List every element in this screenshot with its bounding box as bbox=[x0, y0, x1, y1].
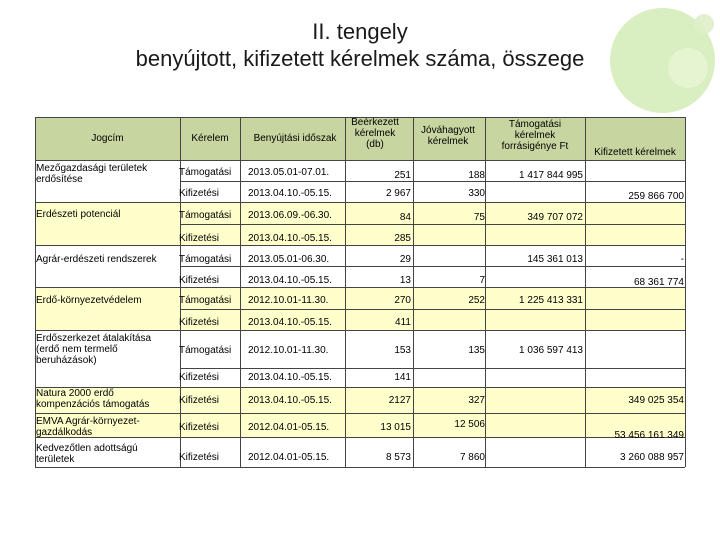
cell-jogcim bbox=[36, 295, 142, 306]
cell-beerkezett: 285 bbox=[394, 233, 411, 244]
cell-kifizetett: 3 260 088 957 bbox=[620, 452, 684, 463]
cell-beerkezett: 270 bbox=[394, 295, 411, 306]
grid-line bbox=[35, 245, 685, 246]
grid-line bbox=[240, 117, 241, 467]
cell-jogcim-line: (erdő nem termelő bbox=[36, 344, 118, 355]
grid-line bbox=[685, 117, 686, 467]
cell-jovahagyott: 252 bbox=[468, 295, 485, 306]
header-tamogatasi bbox=[486, 119, 584, 152]
cell-jogcim bbox=[36, 163, 147, 185]
cell-jogcim-line: beruházások) bbox=[36, 355, 97, 366]
grid-line bbox=[180, 224, 685, 225]
cell-idoszak: 2012.10.01-11.30. bbox=[248, 295, 329, 306]
cell-beerkezett: 13 015 bbox=[380, 422, 411, 433]
cell-jogcim-line: gazdálkodás bbox=[36, 427, 93, 438]
header-jogcim: Jogcím bbox=[91, 133, 124, 144]
cell-beerkezett: 13 bbox=[399, 275, 411, 286]
cell-kerelem: Kifizetési bbox=[179, 372, 220, 383]
cell-idoszak: 2013.04.10.-05.15. bbox=[248, 372, 332, 383]
cell-jovahagyott: 7 bbox=[479, 275, 485, 286]
grid-line bbox=[35, 202, 685, 203]
grid-line bbox=[35, 160, 685, 161]
cell-beerkezett: 153 bbox=[394, 345, 411, 356]
cell-jovahagyott: 75 bbox=[473, 212, 485, 223]
cell-idoszak: 2013.05.01-06.30. bbox=[248, 254, 330, 265]
header-tamogatasi-line1: Támogatási bbox=[508, 119, 562, 130]
data-table bbox=[35, 117, 685, 467]
cell-jovahagyott: 330 bbox=[468, 188, 485, 199]
grid-line bbox=[180, 181, 685, 182]
header-kifizetett: Kifizetett kérelmek bbox=[594, 147, 676, 158]
header-jovahagyott-line1: Jóváhagyott bbox=[421, 125, 475, 136]
cell-forrasigeny: 1 036 597 413 bbox=[519, 345, 583, 356]
cell-kifizetett: 349 025 354 bbox=[628, 395, 684, 406]
cell-kerelem: Kifizetési bbox=[179, 275, 220, 286]
cell-jogcim-line: területek bbox=[36, 454, 75, 465]
grid-line bbox=[35, 413, 685, 414]
cell-jogcim-line: kompenzációs támogatás bbox=[36, 399, 150, 410]
header-tamogatasi-line3: forrásigénye Ft bbox=[501, 141, 569, 152]
cell-idoszak: 2012.04.01-05.15. bbox=[248, 422, 330, 433]
cell-idoszak: 2013.04.10.-05.15. bbox=[248, 188, 332, 199]
cell-beerkezett: 8 573 bbox=[385, 452, 411, 463]
header-beerkezett-line2: kérelmek bbox=[354, 128, 396, 139]
cell-beerkezett: 84 bbox=[399, 212, 411, 223]
grid-line bbox=[180, 309, 685, 310]
cell-jovahagyott: 7 860 bbox=[459, 452, 485, 463]
cell-jogcim bbox=[36, 443, 138, 465]
cell-kerelem: Támogatási bbox=[179, 345, 232, 356]
cell-kerelem: Támogatási bbox=[179, 167, 232, 178]
cell-kerelem: Kifizetési bbox=[179, 452, 220, 463]
cell-idoszak: 2013.04.10.-05.15. bbox=[248, 317, 332, 328]
cell-jogcim bbox=[36, 209, 121, 220]
cell-jovahagyott: 135 bbox=[468, 345, 485, 356]
grid-line bbox=[35, 330, 685, 331]
header-tamogatasi-line2: kérelmek bbox=[514, 130, 556, 141]
cell-kerelem: Kifizetési bbox=[179, 188, 220, 199]
title-line-1: II. tengely bbox=[312, 19, 408, 44]
cell-beerkezett: 2127 bbox=[388, 395, 411, 406]
cell-forrasigeny: 1 417 844 995 bbox=[519, 170, 583, 181]
cell-beerkezett: 411 bbox=[395, 317, 411, 328]
cell-kerelem: Támogatási bbox=[179, 210, 232, 221]
header-beerkezett-line1: Beérkezett bbox=[351, 117, 399, 128]
cell-idoszak: 2012.10.01-11.30. bbox=[248, 345, 329, 356]
cell-forrasigeny: 349 707 072 bbox=[527, 212, 583, 223]
grid-line bbox=[35, 117, 685, 118]
header-jovahagyott bbox=[408, 125, 488, 147]
cell-jovahagyott: 327 bbox=[468, 395, 485, 406]
cell-jogcim-line: Kedvezőtlen adottságú bbox=[36, 443, 138, 454]
grid-line bbox=[585, 117, 586, 467]
cell-forrasigeny: 145 361 013 bbox=[527, 254, 583, 265]
cell-kifizetett: 259 866 700 bbox=[628, 191, 684, 202]
header-kerelem: Kérelem bbox=[191, 133, 229, 144]
cell-jogcim-line: erdősítése bbox=[36, 174, 83, 185]
cell-jogcim-line: Erdőszerkezet átalakítása bbox=[36, 333, 152, 344]
cell-beerkezett: 2 967 bbox=[385, 188, 411, 199]
grid-line bbox=[180, 266, 685, 267]
cell-beerkezett: 141 bbox=[394, 372, 411, 383]
cell-idoszak: 2012.04.01-05.15. bbox=[248, 452, 330, 463]
cell-idoszak: 2013.04.10.-05.15. bbox=[248, 395, 332, 406]
cell-kerelem: Kifizetési bbox=[179, 233, 220, 244]
header-beerkezett-line3: (db) bbox=[366, 139, 384, 150]
cell-idoszak: 2013.06.09.-06.30. bbox=[248, 210, 332, 221]
cell-jogcim bbox=[36, 254, 157, 265]
title-line-2: benyújtott, kifizetett kérelmek száma, összege bbox=[135, 46, 585, 71]
cell-kerelem: Támogatási bbox=[179, 254, 232, 265]
cell-idoszak: 2013.04.10.-05.15. bbox=[248, 233, 332, 244]
cell-idoszak: 2013.04.10.-05.15. bbox=[248, 275, 332, 286]
cell-kerelem: Támogatási bbox=[179, 295, 232, 306]
cell-jogcim bbox=[36, 333, 151, 366]
header-jovahagyott-line2: kérelmek bbox=[427, 136, 469, 147]
cell-kerelem: Kifizetési bbox=[179, 395, 220, 406]
cell-jogcim-line: Mezőgazdasági területek bbox=[36, 163, 148, 174]
grid-line bbox=[180, 368, 685, 369]
cell-jogcim-line: Erdészeti potenciál bbox=[36, 209, 121, 220]
cell-kifizetett: - bbox=[680, 254, 684, 265]
cell-beerkezett: 29 bbox=[399, 254, 411, 265]
cell-jogcim bbox=[36, 388, 149, 410]
cell-idoszak: 2013.05.01-07.01. bbox=[248, 167, 330, 178]
cell-kifizetett: 53 456 161 349 bbox=[614, 430, 684, 441]
cell-kerelem: Kifizetési bbox=[179, 317, 220, 328]
header-beerkezett bbox=[335, 117, 415, 150]
cell-forrasigeny: 1 225 413 331 bbox=[519, 295, 583, 306]
cell-kerelem: Kifizetési bbox=[179, 422, 220, 433]
grid-line bbox=[35, 467, 685, 468]
cell-kifizetett: 68 361 774 bbox=[633, 277, 684, 288]
cell-jogcim-line: Erdő-környezetvédelem bbox=[36, 295, 142, 306]
header-idoszak: Benyújtási időszak bbox=[253, 133, 337, 144]
cell-beerkezett: 251 bbox=[394, 170, 411, 181]
cell-jogcim-line: EMVA Agrár-környezet- bbox=[36, 416, 140, 427]
cell-jovahagyott: 12 506 bbox=[454, 419, 485, 430]
cell-jogcim-line: Natura 2000 erdő bbox=[36, 388, 114, 399]
slide-title bbox=[0, 18, 720, 72]
cell-jogcim bbox=[36, 416, 140, 438]
cell-jogcim-line: Agrár-erdészeti rendszerek bbox=[36, 254, 157, 265]
cell-jovahagyott: 188 bbox=[468, 170, 485, 181]
